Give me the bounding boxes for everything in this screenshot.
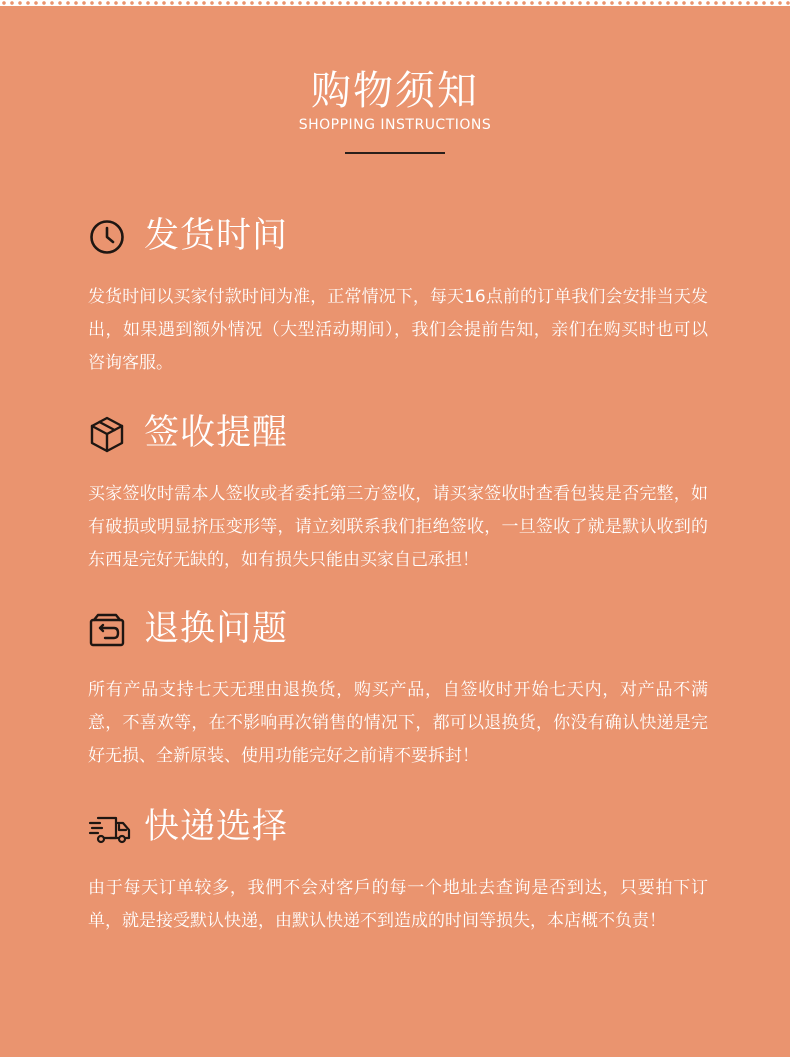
shopping-instructions-panel: [0, 6, 790, 1057]
section-title: 发货时间: [144, 216, 289, 256]
section-courier-choice: [88, 802, 708, 938]
section-body: 由于每天订单较多，我們不会对客戶的每一个地址去查询是否到达，只要拍下订单，就是接受默认快递，由默认快递不到造成的时间等损失，本店概不负责！: [88, 878, 708, 931]
section-shipping-time: [88, 211, 708, 380]
section-body: 发货时间以买家付款时间为准，正常情况下，每天16点前的订单我们会安排当天发出，如果遇到额外情况（大型活动期间），我们会提前告知，亲们在购买时也可以咨询客服。: [88, 287, 708, 373]
title-divider: [345, 152, 445, 154]
section-returns: [88, 604, 708, 773]
section-title: 快递选择: [144, 807, 289, 847]
return-box-icon: [88, 611, 126, 649]
section-delivery-reminder: [88, 408, 708, 577]
section-body: 买家签收时需本人签收或者委托第三方签收，请买家签收时查看包装是否完整，如有破损或明显挤压变形等，请立刻联系我们拒绝签收，一旦签收了就是默认收到的东西是完好无缺的，如有损失只能由买家自己承担！: [88, 484, 708, 570]
package-icon: [88, 415, 126, 453]
page-title: 购物须知: [311, 68, 479, 114]
section-header: [88, 802, 708, 852]
page-subtitle: SHOPPING INSTRUCTIONS: [298, 117, 492, 133]
section-title: 退换问题: [144, 609, 289, 649]
section-header: [88, 408, 708, 458]
section-header: [88, 211, 708, 261]
section-body: 所有产品支持七天无理由退换货，购买产品，自签收时开始七天内，对产品不满意，不喜欢等，在不影响再次销售的情况下，都可以退换货，你没有确认快递是完好无损、全新原装、使用功能完好之前请不要拆封！: [88, 680, 708, 766]
section-title: 签收提醒: [144, 413, 289, 453]
section-header: [88, 604, 708, 654]
delivery-truck-icon: [88, 809, 132, 847]
clock-icon: [88, 218, 126, 256]
